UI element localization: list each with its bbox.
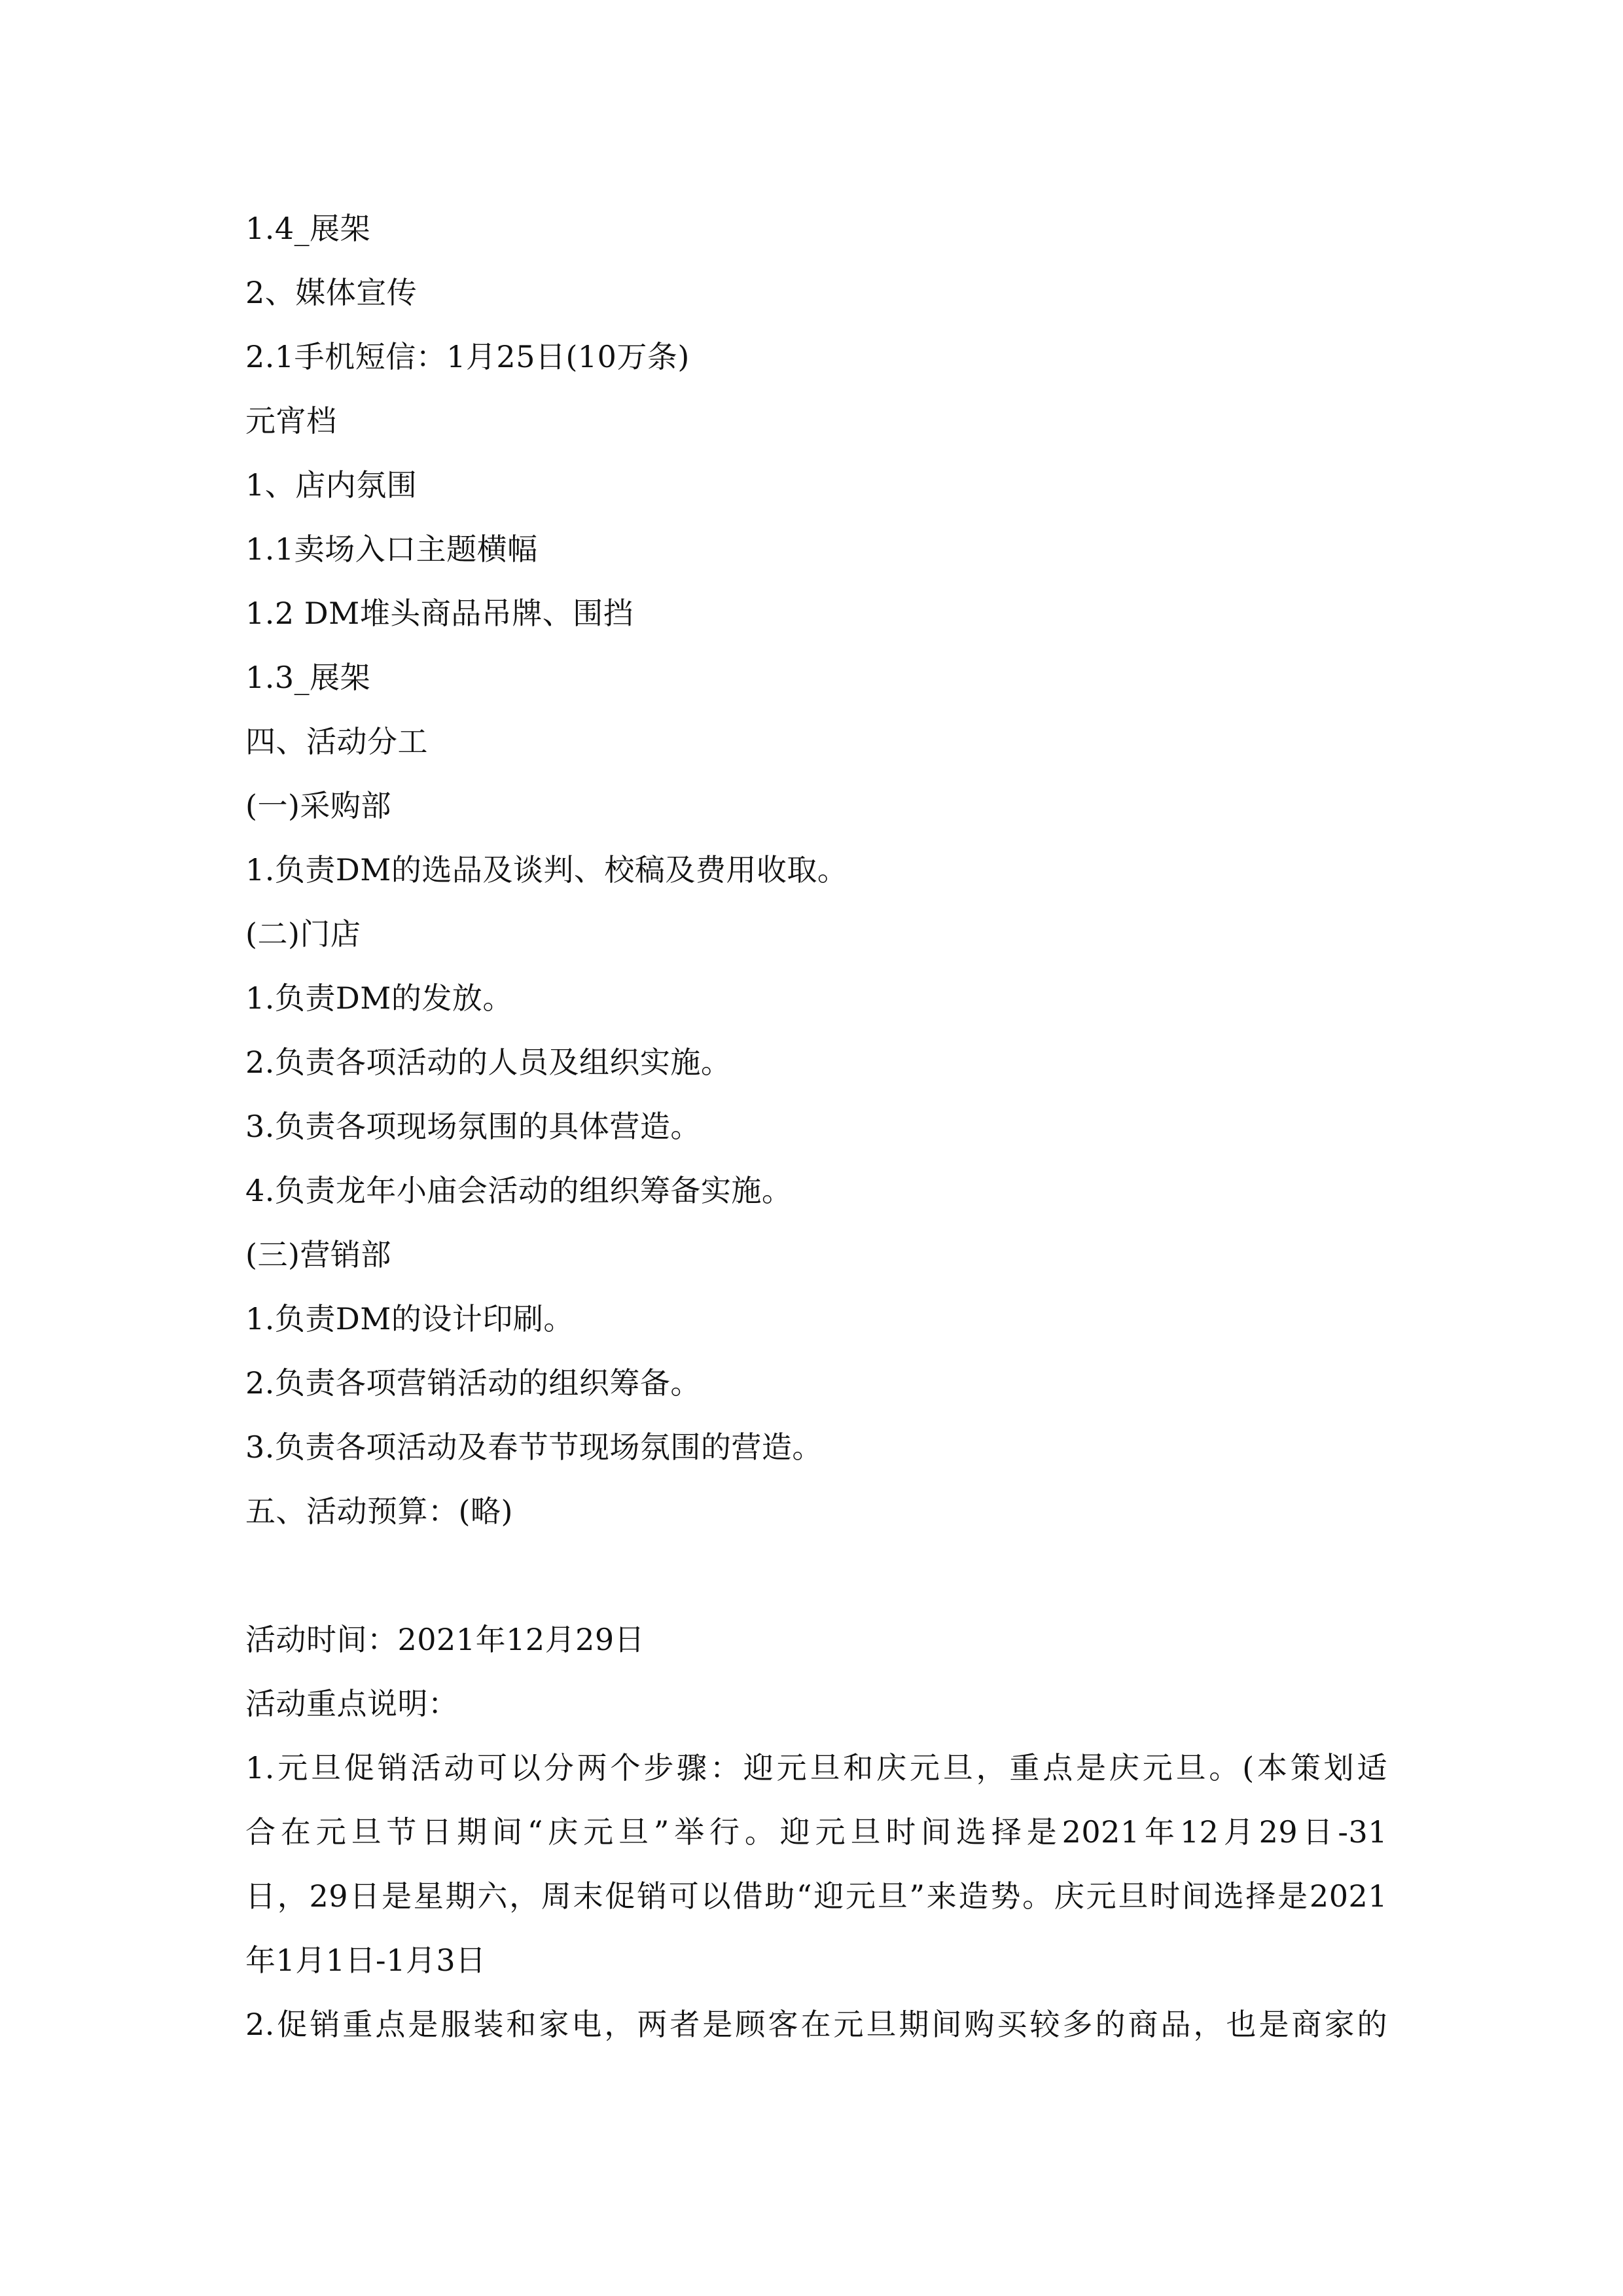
paragraph-line: 合在元旦节日期间“庆元旦”举行。迎元旦时间选择是2021年12月29日-31	[245, 1814, 1387, 1850]
text-line: 1.负责DM的选品及谈判、校稿及费用收取。	[245, 852, 848, 888]
text-line: 活动时间：2021年12月29日	[245, 1622, 645, 1657]
text-line: 3.负责各项活动及春节节现场氛围的营造。	[245, 1429, 823, 1465]
section-heading: 2、媒体宣传	[245, 275, 418, 310]
text-line: 1.4_展架	[245, 211, 371, 246]
text-line: 2.1手机短信：1月25日(10万条)	[245, 339, 690, 374]
text-line: 1.3_展架	[245, 660, 371, 695]
section-heading: 五、活动预算：(略)	[245, 1494, 513, 1529]
paragraph-line: 日，29日是星期六，周末促销可以借助“迎元旦”来造势。庆元旦时间选择是2021	[245, 1878, 1387, 1914]
text-line: 1.负责DM的设计印刷。	[245, 1301, 574, 1336]
text-line: 1.负责DM的发放。	[245, 980, 513, 1016]
text-line: 活动重点说明：	[245, 1686, 459, 1721]
paragraph-gap	[245, 1543, 1387, 1607]
section-heading: 1、店内氛围	[245, 467, 418, 503]
paragraph-line: 年1月1日-1月3日	[245, 1943, 486, 1978]
text-line: 2.负责各项营销活动的组织筹备。	[245, 1365, 701, 1401]
section-heading: 元宵档	[245, 403, 337, 439]
text-line: 4.负责龙年小庙会活动的组织筹备实施。	[245, 1173, 793, 1208]
paragraph-line: 2.促销重点是服装和家电，两者是顾客在元旦期间购买较多的商品，也是商家的	[245, 2007, 1387, 2042]
text-line: 1.2 DM堆头商品吊牌、围挡	[245, 596, 634, 631]
section-heading: 四、活动分工	[245, 724, 428, 759]
text-line: 1.1卖场入口主题横幅	[245, 531, 538, 567]
subsection-heading: (二)门店	[245, 916, 361, 952]
text-line: 2.负责各项活动的人员及组织实施。	[245, 1045, 732, 1080]
text-line: 3.负责各项现场氛围的具体营造。	[245, 1109, 701, 1144]
subsection-heading: (一)采购部	[245, 788, 391, 823]
document-page	[245, 196, 1387, 2056]
subsection-heading: (三)营销部	[245, 1237, 391, 1272]
paragraph-line: 1.元旦促销活动可以分两个步骤：迎元旦和庆元旦，重点是庆元旦。(本策划适	[245, 1750, 1387, 1785]
